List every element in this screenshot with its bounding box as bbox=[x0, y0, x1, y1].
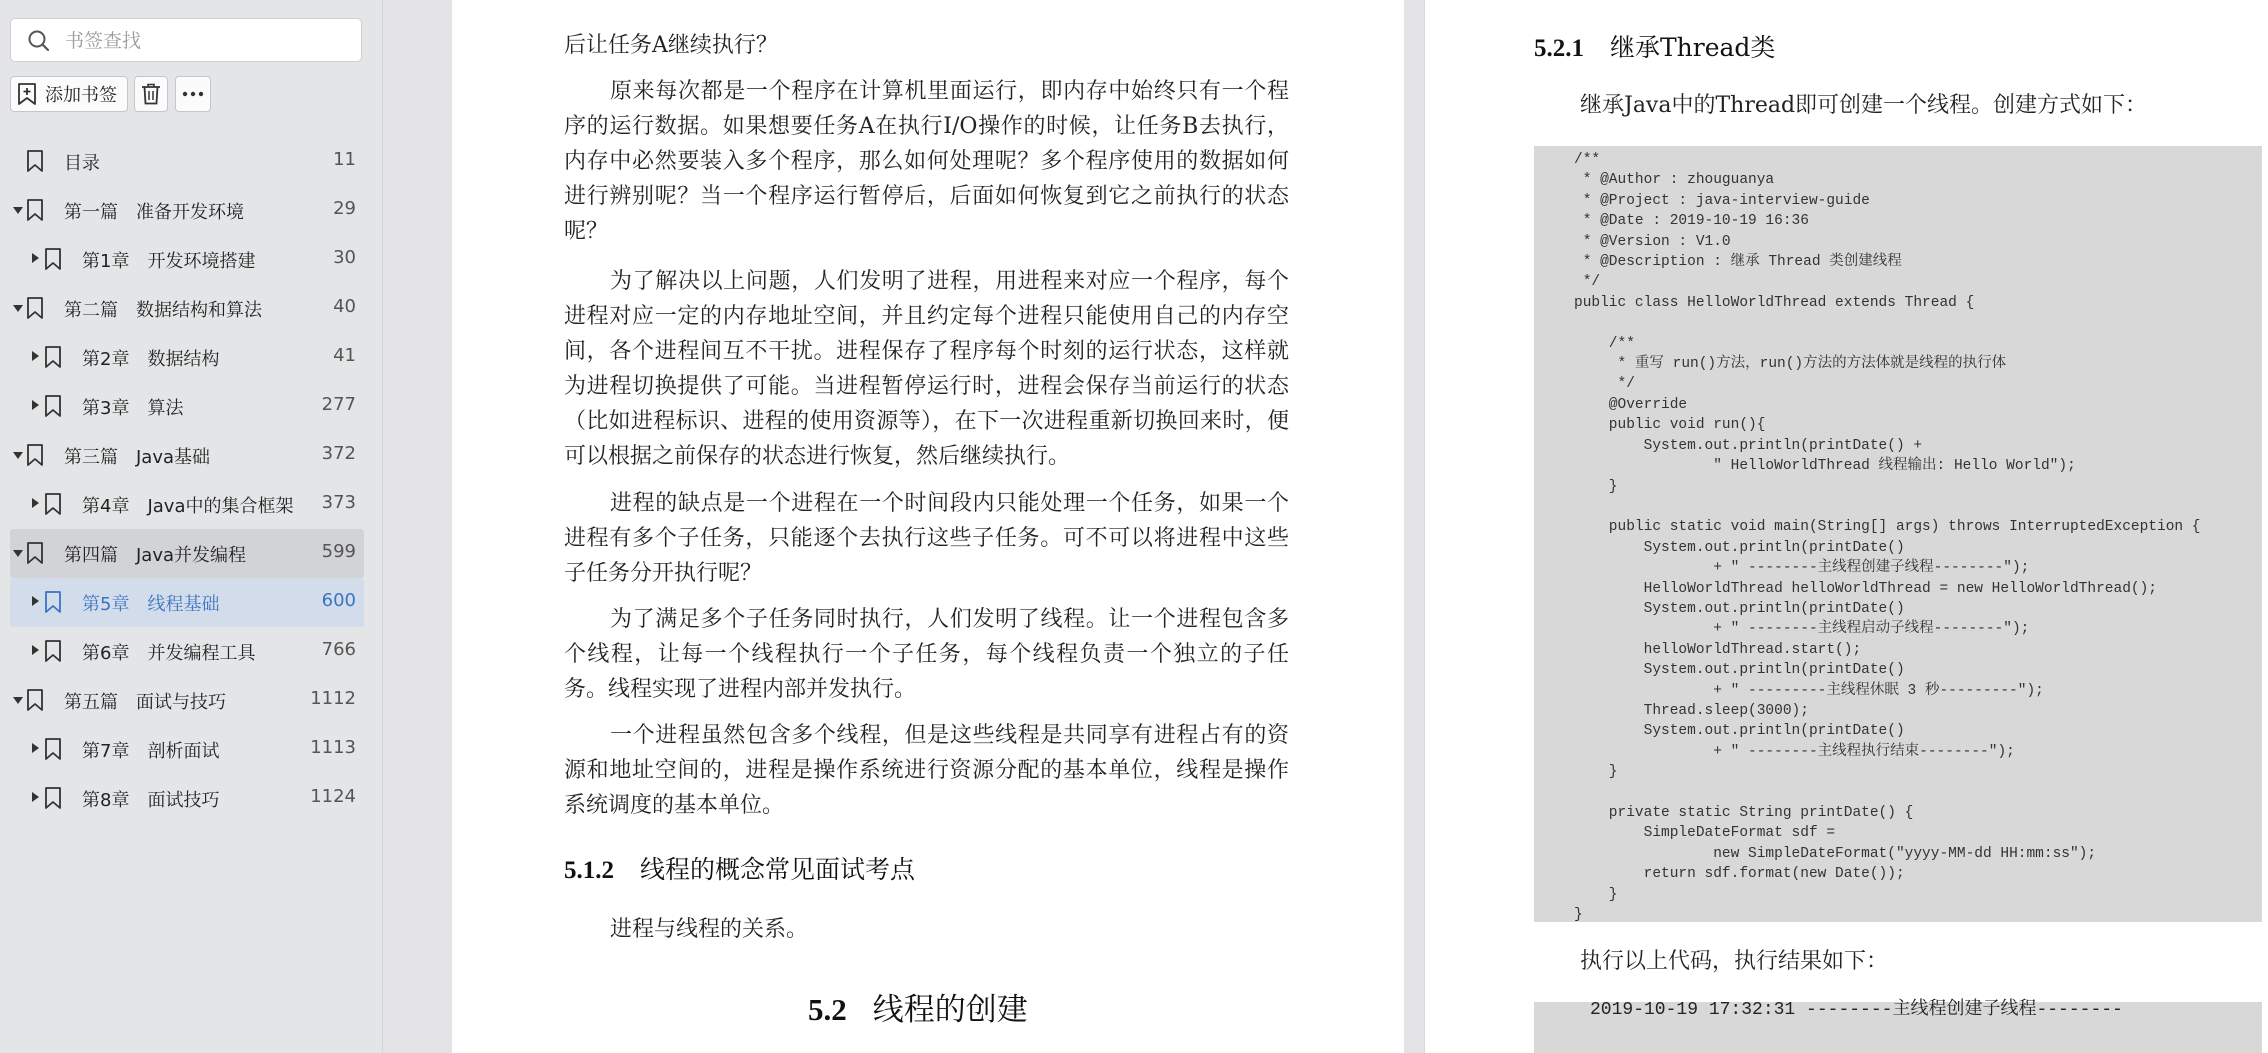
add-bookmark-label: 添加书签 bbox=[45, 85, 117, 106]
output-text: 2019-10-19 17:32:31 --------主线程创建子线程-------- bbox=[1590, 1000, 2123, 1020]
bookmark-item[interactable] bbox=[0, 235, 364, 284]
bookmark-item[interactable] bbox=[0, 186, 364, 235]
section-title: 继承Thread类 bbox=[1610, 33, 1776, 62]
bookmark-item[interactable] bbox=[0, 137, 364, 186]
search-icon bbox=[27, 29, 51, 53]
bookmark-icon bbox=[44, 591, 62, 613]
section-number: 5.1.2 bbox=[564, 857, 614, 884]
bookmark-icon bbox=[26, 199, 44, 221]
paragraph: 进程与线程的关系。 bbox=[610, 917, 809, 942]
bookmark-icon bbox=[44, 738, 62, 760]
expand-arrow-down-icon[interactable] bbox=[13, 697, 23, 704]
bookmark-title: 目录 bbox=[64, 153, 100, 174]
bookmark-item[interactable] bbox=[10, 529, 364, 578]
paragraph: 为了解决以上问题，人们发明了进程，用进程来对应一个程序，每个进程对应一定的内存地址空间，并且约定每个进程只能使用自己的内存空间，各个进程间互不干扰。进程保存了程序每个时刻的运行状态，这样就为进程切换提供了可能。当进程暂停运行时，进程会保存当前运行的状态（比如进程标识、进程的使用资源等），在下一次进程重新切换回来时，便可以根据之前保存的状态进行恢复，然后继续执行。 bbox=[564, 269, 1289, 469]
expand-arrow-down-icon[interactable] bbox=[13, 305, 23, 312]
bookmark-title: 第一篇 准备开发环境 bbox=[64, 202, 244, 223]
expand-arrow-down-icon[interactable] bbox=[13, 550, 23, 557]
bookmark-item[interactable] bbox=[0, 333, 364, 382]
bookmark-title: 第2章 数据结构 bbox=[82, 349, 220, 370]
bookmark-item[interactable] bbox=[0, 774, 364, 823]
bookmark-page-number: 1113 bbox=[310, 737, 356, 758]
bookmark-title: 第4章 Java中的集合框架 bbox=[82, 496, 294, 517]
bookmark-page-number: 30 bbox=[333, 247, 356, 268]
code-text: /** * @Author : zhouguanya * @Project : java-interview-guide * @Date : 2019-10-19 16:36 * @Version : V1.0 * @Description : 继承 Thread 类创建线程 */ public class HelloWorldThread extends Thread { /** * 重写 run()方法，run()方法的方法体就是线程的执行体 */ @Override public void run(){ System.out.println(printDate() + " HelloWorldThread 线程输出: Hello World"); } public static void main(String[] args) throws InterruptedException { System.out.println(printDate() + " --------主线程创建子线程--------"); HelloWorldThread helloWorldThread = new HelloWorldThread(); System.out.println(printDate() + " --------主线程启动子线程--------"); helloWorldThread.start(); System.out.println(printDate() + " ---------主线程休眠 3 秒---------"); Thread.sleep(3000); System.out.println(printDate() + " --------主线程执行结束--------"); } private static String printDate() { SimpleDateFormat sdf = new SimpleDateFormat("yyyy-MM-dd HH:mm:ss"); return sdf.format(new Date()); } } bbox=[1574, 152, 2201, 924]
bookmark-page-number: 373 bbox=[321, 492, 356, 513]
section-title: 线程的创建 bbox=[872, 992, 1028, 1028]
paragraph: 原来每次都是一个程序在计算机里面运行，即内存中始终只有一个程序的运行数据。如果想要任务A在执行I/O操作的时候，让任务B去执行，内存中必然要装入多个程序，那么如何处理呢？多个程序使用的数据如何进行辨别呢？当一个程序运行暂停后，后面如何恢复到它之前执行的状态呢？ bbox=[564, 79, 1289, 244]
bookmark-icon bbox=[26, 542, 44, 564]
section-heading-5-2-1 bbox=[1534, 28, 1775, 64]
bookmark-title: 第二篇 数据结构和算法 bbox=[64, 300, 262, 321]
add-bookmark-icon bbox=[17, 83, 37, 105]
section-number: 5.2.1 bbox=[1534, 35, 1584, 62]
collapse-arrow-right-icon[interactable] bbox=[32, 498, 39, 508]
trash-icon bbox=[141, 83, 161, 105]
bookmark-page-number: 1124 bbox=[310, 786, 356, 807]
paragraph: 继承Java中的Thread即可创建一个线程。创建方式如下： bbox=[1580, 93, 2148, 118]
bookmark-page-number: 372 bbox=[321, 443, 356, 464]
bookmark-item[interactable] bbox=[0, 480, 364, 529]
section-heading-5-1-2 bbox=[564, 850, 915, 886]
bookmark-page-number: 41 bbox=[333, 345, 356, 366]
bookmark-page-number: 29 bbox=[333, 198, 356, 219]
expand-arrow-down-icon[interactable] bbox=[13, 452, 23, 459]
bookmark-title: 第8章 面试技巧 bbox=[82, 790, 220, 811]
bookmark-item[interactable] bbox=[10, 578, 364, 627]
bookmark-icon bbox=[44, 640, 62, 662]
collapse-arrow-right-icon[interactable] bbox=[32, 596, 39, 606]
collapse-arrow-right-icon[interactable] bbox=[32, 645, 39, 655]
bookmark-title: 第五篇 面试与技巧 bbox=[64, 692, 226, 713]
bookmark-item[interactable] bbox=[0, 627, 364, 676]
bookmark-icon bbox=[44, 787, 62, 809]
bookmark-icon bbox=[26, 444, 44, 466]
delete-bookmark-button[interactable] bbox=[134, 76, 168, 112]
bookmark-item[interactable] bbox=[0, 284, 364, 333]
more-dots-icon bbox=[182, 91, 204, 97]
bookmark-icon bbox=[44, 493, 62, 515]
bookmark-icon bbox=[44, 395, 62, 417]
collapse-arrow-right-icon[interactable] bbox=[32, 792, 39, 802]
output-listing bbox=[1534, 1002, 2262, 1053]
paragraph: 一个进程虽然包含多个线程，但是这些线程是共同享有进程占有的资源和地址空间的，进程是操作系统进行资源分配的基本单位，线程是操作系统调度的基本单位。 bbox=[564, 723, 1289, 818]
section-heading-5-2 bbox=[808, 984, 1028, 1029]
section-title: 线程的概念常见面试考点 bbox=[640, 855, 916, 884]
bookmark-title: 第1章 开发环境搭建 bbox=[82, 251, 256, 272]
bookmark-page-number: 1112 bbox=[310, 688, 356, 709]
bookmark-icon bbox=[44, 248, 62, 270]
bookmark-sidebar bbox=[0, 0, 383, 1053]
bookmark-title: 第5章 线程基础 bbox=[82, 594, 220, 615]
bookmark-icon bbox=[26, 150, 44, 172]
bookmark-title: 第6章 并发编程工具 bbox=[82, 643, 256, 664]
bookmark-item[interactable] bbox=[0, 725, 364, 774]
bookmark-page-number: 40 bbox=[333, 296, 356, 317]
bookmark-item[interactable] bbox=[0, 431, 364, 480]
code-listing bbox=[1534, 146, 2262, 922]
paragraph: 进程的缺点是一个进程在一个时间段内只能处理一个任务，如果一个进程有多个子任务，只能逐个去执行这些子任务。可不可以将进程中这些子任务分开执行呢？ bbox=[564, 491, 1289, 586]
collapse-arrow-right-icon[interactable] bbox=[32, 351, 39, 361]
section-number: 5.2 bbox=[808, 992, 847, 1027]
bookmark-search-box[interactable] bbox=[10, 18, 362, 62]
paragraph: 执行以上代码，执行结果如下： bbox=[1580, 949, 1889, 974]
bookmark-icon bbox=[26, 689, 44, 711]
bookmark-item[interactable] bbox=[0, 382, 364, 431]
bookmark-page-number: 600 bbox=[321, 590, 356, 611]
bookmark-page-number: 766 bbox=[321, 639, 356, 660]
bookmark-title: 第3章 算法 bbox=[82, 398, 184, 419]
collapse-arrow-right-icon[interactable] bbox=[32, 253, 39, 263]
bookmark-icon bbox=[44, 346, 62, 368]
bookmark-title: 第三篇 Java基础 bbox=[64, 447, 211, 468]
bookmark-search-input[interactable] bbox=[63, 25, 347, 57]
collapse-arrow-right-icon[interactable] bbox=[32, 400, 39, 410]
more-options-button[interactable] bbox=[175, 76, 211, 112]
bookmark-title: 第7章 剖析面试 bbox=[82, 741, 220, 762]
bookmark-icon bbox=[26, 297, 44, 319]
bookmark-title: 第四篇 Java并发编程 bbox=[64, 545, 247, 566]
collapse-arrow-right-icon[interactable] bbox=[32, 743, 39, 753]
bookmark-tree bbox=[0, 137, 382, 823]
bookmark-page-number: 599 bbox=[321, 541, 356, 562]
paragraph: 后让任务A继续执行？ bbox=[564, 33, 778, 58]
bookmark-page-number: 277 bbox=[321, 394, 356, 415]
paragraph: 为了满足多个子任务同时执行，人们发明了线程。让一个进程包含多个线程，让每一个线程执行一个子任务，每个线程负责一个独立的子任务。线程实现了进程内部并发执行。 bbox=[564, 607, 1289, 702]
bookmark-page-number: 11 bbox=[333, 149, 356, 170]
bookmark-item[interactable] bbox=[0, 676, 364, 725]
add-bookmark-button[interactable] bbox=[10, 76, 128, 112]
expand-arrow-down-icon[interactable] bbox=[13, 207, 23, 214]
